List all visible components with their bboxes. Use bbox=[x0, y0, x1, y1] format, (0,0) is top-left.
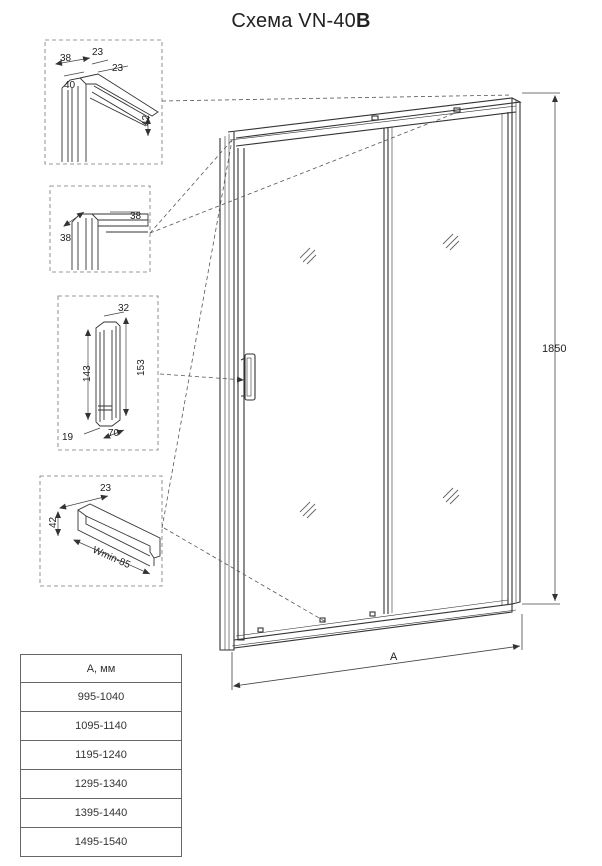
table-cell: 1295-1340 bbox=[21, 770, 182, 799]
size-table bbox=[20, 654, 182, 857]
detail-handle-inner: 143 bbox=[82, 365, 93, 382]
detail-side bbox=[50, 186, 150, 272]
table-header: A, мм bbox=[21, 655, 182, 683]
table-cell: 1095-1140 bbox=[21, 712, 182, 741]
table-row bbox=[21, 770, 182, 799]
door-frame bbox=[220, 98, 520, 650]
detail-side-dim-1: 38 bbox=[130, 211, 142, 222]
width-dimension bbox=[232, 614, 522, 690]
table-cell: 1195-1240 bbox=[21, 741, 182, 770]
glass-marks bbox=[300, 234, 459, 518]
table-header-row bbox=[21, 655, 182, 683]
detail-top bbox=[45, 40, 162, 164]
detail-top-dim-1: 38 bbox=[60, 53, 72, 64]
detail-bottom bbox=[40, 476, 162, 586]
detail-top-dim-5: 42 bbox=[141, 114, 152, 126]
table-row bbox=[21, 741, 182, 770]
detail-side-dim-2: 38 bbox=[60, 233, 72, 244]
height-label: 1850 bbox=[542, 343, 567, 355]
detail-handle-depth: 70 bbox=[108, 428, 120, 439]
detail-handle bbox=[58, 296, 158, 450]
detail-handle-width: 32 bbox=[118, 303, 130, 314]
detail-top-dim-2: 23 bbox=[92, 47, 104, 58]
leader-lines bbox=[150, 95, 512, 622]
table-cell: 995-1040 bbox=[21, 683, 182, 712]
table-row bbox=[21, 799, 182, 828]
detail-bottom-length: Wmin-85 bbox=[90, 544, 132, 572]
detail-handle-outer: 153 bbox=[136, 359, 147, 376]
title-prefix: Схема VN-40 bbox=[231, 10, 356, 32]
table-row bbox=[21, 712, 182, 741]
detail-top-dim-3: 23 bbox=[112, 63, 124, 74]
title-suffix: B bbox=[356, 10, 371, 32]
detail-handle-base: 19 bbox=[62, 432, 74, 443]
width-label: A bbox=[390, 651, 398, 663]
detail-top-dim-4: 40 bbox=[64, 80, 76, 91]
table-row bbox=[21, 828, 182, 857]
detail-bottom-dim-1: 23 bbox=[100, 483, 112, 494]
table-cell: 1495-1540 bbox=[21, 828, 182, 857]
table-cell: 1395-1440 bbox=[21, 799, 182, 828]
detail-bottom-dim-2: 42 bbox=[48, 516, 59, 528]
table-row bbox=[21, 683, 182, 712]
